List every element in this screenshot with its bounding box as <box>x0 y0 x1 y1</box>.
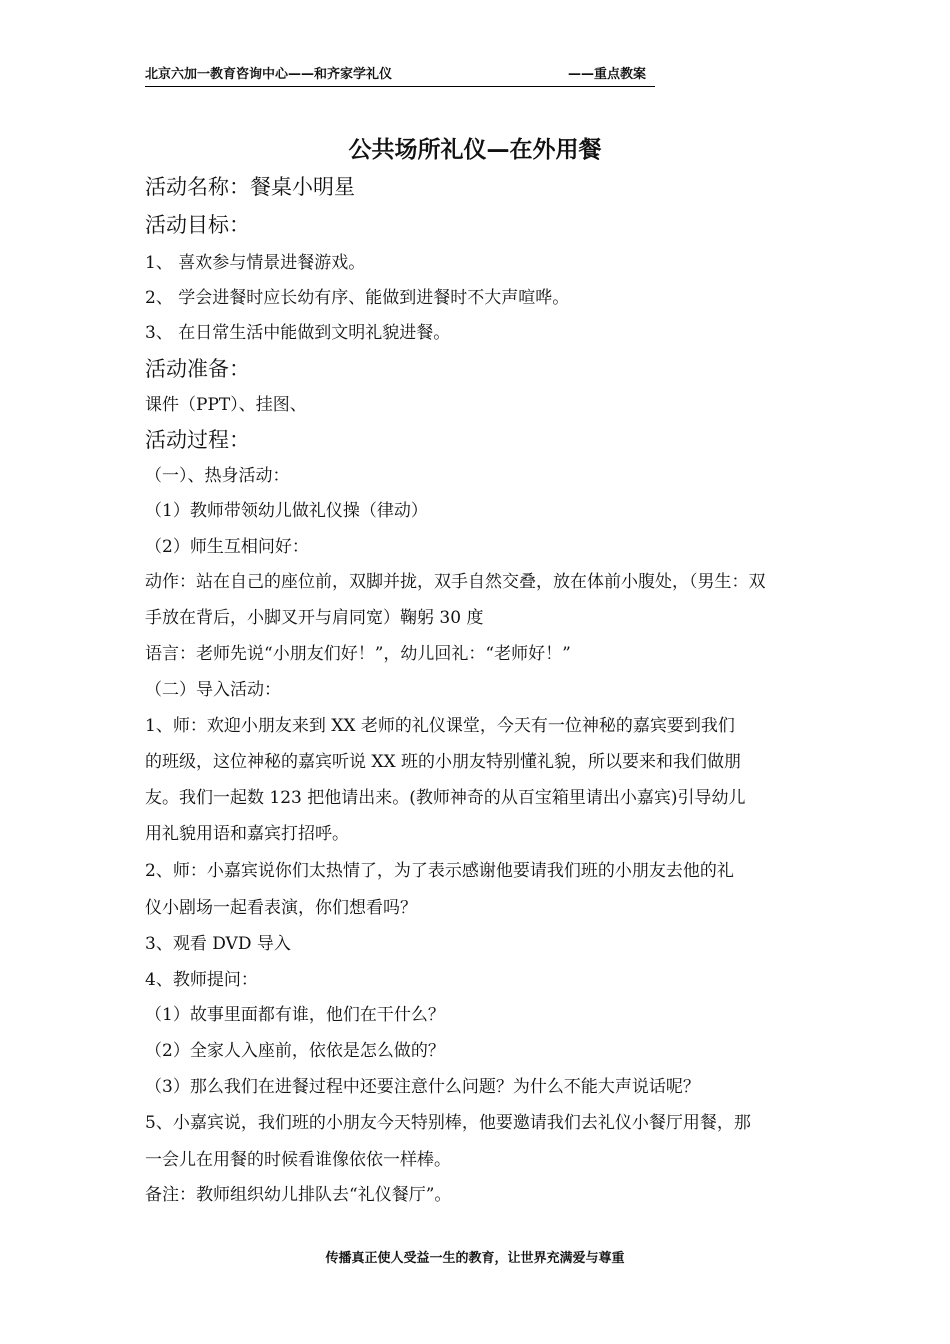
goal-item: 3、 在日常生活中能做到文明礼貌进餐。 <box>145 323 451 343</box>
warmup-step: （1）教师带领幼儿做礼仪操（律动） <box>145 501 428 521</box>
intro-paragraph: 5、小嘉宾说，我们班的小朋友今天特别棒，他要邀请我们去礼仪小餐厅用餐，那 <box>145 1113 751 1133</box>
action-text: 动作：站在自己的座位前，双脚并拢，双手自然交叠，放在体前小腹处，（男生：双 <box>145 572 766 592</box>
goal-item: 2、 学会进餐时应长幼有序、能做到进餐时不大声喧哗。 <box>145 288 570 308</box>
intro-paragraph: 的班级，这位神秘的嘉宾听说 XX 班的小朋友特别懂礼貌，所以要来和我们做朋 <box>145 752 742 772</box>
intro-paragraph: 仪小剧场一起看表演，你们想看吗？ <box>145 898 417 918</box>
header-doc-type: ——重点教案 <box>568 67 647 82</box>
question-item: （3）那么我们在进餐过程中还要注意什么问题？为什么不能大声说话呢？ <box>145 1077 700 1097</box>
intro-paragraph: 2、师：小嘉宾说你们太热情了，为了表示感谢他要请我们班的小朋友去他的礼 <box>145 861 734 881</box>
note-text: 备注：教师组织幼儿排队去“礼仪餐厅”。 <box>145 1185 452 1205</box>
page-footer: 传播真正使人受益一生的教育，让世界充满爱与尊重 <box>325 1251 625 1266</box>
intro-paragraph: 4、教师提问： <box>145 970 258 990</box>
intro-paragraph: 1、师：欢迎小朋友来到 XX 老师的礼仪课堂，今天有一位神秘的嘉宾要到我们 <box>145 716 735 736</box>
process-heading: 活动过程： <box>145 428 250 452</box>
intro-paragraph: 用礼貌用语和嘉宾打招呼。 <box>145 824 349 844</box>
action-text: 手放在背后，小脚叉开与肩同宽）鞠躬 30 度 <box>145 608 484 628</box>
prep-heading: 活动准备： <box>145 357 250 381</box>
page-header <box>145 66 655 87</box>
warmup-step: （2）师生互相问好： <box>145 537 309 557</box>
intro-paragraph: 一会儿在用餐的时候看谁像依依一样棒。 <box>145 1150 451 1170</box>
language-text: 语言：老师先说“小朋友们好！”，幼儿回礼：“老师好！” <box>145 644 571 664</box>
header-organization: 北京六加一教育咨询中心——和齐家学礼仪 <box>145 67 393 82</box>
goals-heading: 活动目标： <box>145 213 250 237</box>
activity-name: 活动名称：餐桌小明星 <box>145 175 355 199</box>
question-item: （2）全家人入座前，依依是怎么做的？ <box>145 1041 445 1061</box>
section-heading-warmup: （一）、热身活动： <box>145 466 290 486</box>
prep-text: 课件（PPT）、挂图、 <box>145 395 307 415</box>
question-item: （1）故事里面都有谁，他们在干什么？ <box>145 1005 445 1025</box>
section-heading-intro: （二）导入活动： <box>145 680 281 700</box>
intro-paragraph: 友。我们一起数 123 把他请出来。(教师神奇的从百宝箱里请出小嘉宾)引导幼儿 <box>145 788 746 808</box>
goal-item: 1、 喜欢参与情景进餐游戏。 <box>145 253 366 273</box>
document-title: 公共场所礼仪—在外用餐 <box>348 137 602 163</box>
intro-paragraph: 3、观看 DVD 导入 <box>145 934 291 954</box>
